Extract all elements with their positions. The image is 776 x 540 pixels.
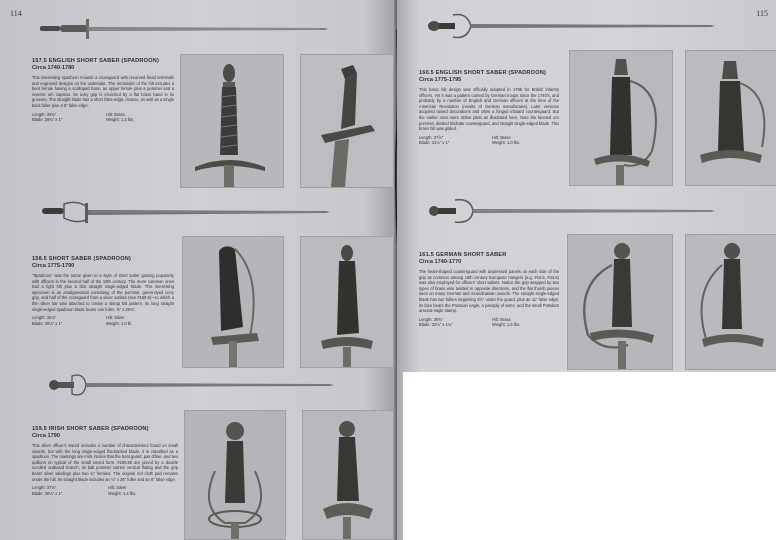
entry-157: [32, 58, 174, 123]
page-number-left: 114: [10, 9, 22, 18]
hilt-value: Hilt: Brass: [492, 316, 511, 322]
entry-date: Circa 1775-1795: [419, 77, 462, 83]
entry-159: [32, 426, 178, 496]
length-value: Length: 37⅛": [32, 485, 57, 491]
entry-title: 160.5 ENGLISH SHORT SABER (SPADROON): [419, 70, 547, 76]
entry-measurements: [419, 317, 559, 328]
entry-161: [419, 252, 559, 328]
entry-title: 161.5 GERMAN SHORT SABER: [419, 252, 507, 258]
entry-measurements: [32, 112, 174, 123]
entry-160: [419, 70, 559, 146]
entry-description: This basic hilt design was officially adopted in 1796 for British infantry officers. Yet it was a pattern carried by German troops since the 1740's, and probably by a number of English and German officers at the time of the American Revolution (results of German manufacture). Later versions acquired raised decorations and often a hinged inboard counterguard. But the earlier ones were rather plain as illustrated here. Note the faceted urn pommel, divided bilobate counterguard, and straight single-edged blade. This brass hilt was gilded.: [419, 87, 559, 132]
sword-161-hilt-photo: [567, 234, 673, 370]
sword-158-hilt-photo: [182, 236, 284, 368]
blank-region: [403, 372, 776, 540]
hilt-value: Hilt: Brass: [106, 111, 125, 117]
blade-value: Blade: 30⅛" x 1": [32, 320, 63, 326]
sword-159-full-photo: [46, 372, 336, 398]
sword-160-full-photo: [427, 12, 717, 40]
entry-date: Circa 1775-1790: [32, 263, 75, 269]
sword-157-guard-photo: [300, 54, 394, 188]
entry-measurements: [32, 485, 178, 496]
length-value: Length: 38¾": [419, 316, 444, 322]
length-value: Length: 35¾": [32, 111, 57, 117]
sword-160-guard-photo: [685, 50, 776, 186]
length-value: Length: 36⅛": [32, 315, 57, 321]
entry-title: 158.5 SHORT SABER (SPADROON): [32, 256, 132, 262]
page-number-right: 115: [756, 9, 768, 18]
entry-measurements: [419, 135, 559, 146]
blade-value: Blade: 29¾" x 1": [32, 117, 63, 123]
sword-161-guard-photo: [685, 234, 776, 370]
blade-value: Blade: 31⅛" x 1": [419, 140, 450, 146]
entry-title: 159.5 IRISH SHORT SABER (SPADROON): [32, 426, 149, 432]
length-value: Length: 37⅞": [419, 134, 444, 140]
weight-value: Weight: 1.0 lbs.: [492, 140, 521, 146]
sword-160-hilt-photo: [569, 50, 673, 186]
sword-159-guard-photo: [302, 410, 394, 540]
entry-date: Circa 1740-1770: [419, 259, 462, 265]
sword-159-hilt-photo: [184, 410, 286, 540]
entry-description: "Spadroon" was the name given to a style of short saber gaining popularity with officers in the second half of the 18th century. The more common ones had a light hilt plus a thin straight single-edged blade. This interesting specimen is an amalgamation consisting of the pommel, green-dyed ivory grip, and half of the crossguard from a silver cutlass (see #158.5)—to which a thin silver bar was attached to create a stirrup hilt pattern. Its long straight single-edged spadroon blade bears one fuller, ⅜" x 29¾".: [32, 273, 174, 312]
sword-157-full-photo: [40, 16, 330, 42]
hilt-value: Hilt: Silver: [108, 485, 127, 491]
sword-161-full-photo: [427, 196, 717, 226]
entry-title: 157.5 ENGLISH SHORT SABER (SPADROON): [32, 58, 160, 64]
blade-value: Blade: 30⅛" x 1": [32, 490, 63, 496]
sword-157-hilt-photo: [180, 54, 284, 188]
entry-description: This silver officer's sword includes a number of characteristics found on small swords, but with the long single-edged flat-backed blade, it is classified as a spadroon. The markings are Irish. Notice that the boat guard, pas d'âne, and two quillons on typical of the small sword form. #200.85 are joined by a double scrolled outboard branch; its ball pommel carries vertical fluting and the grip bears silver windings plus two ¾" ferrules. The original red cloth pad remains under the hilt. Its straight blade includes an ⅛" x 26" fuller and an 8" false edge.: [32, 443, 178, 482]
sword-158-guard-photo: [300, 236, 394, 368]
weight-value: Weight: 1.6 lbs.: [492, 322, 521, 328]
entry-date: Circa 1790: [32, 433, 60, 439]
weight-value: Weight: 1.3 lbs.: [106, 117, 135, 123]
entry-description: The heart-shaped counterguard with depressed panels on each side of the grip as common among 18th century European hangers (e.g. #10.5, #43.5) was also employed for officers' short sabers. Notice the grip wrapped by two types of brass wire twisted in opposite directions, and the flat thumb pieces seen on many German and Scandinavian swords. The straight single-edged blade has two fullers beginning 3½" under the guard, plus an 11" false edge; its face bears the Prussian eagle, a panoply of arms, and the small Potsdam arsenal eagle stamp.: [419, 269, 559, 314]
weight-value: Weight: 1.0 lb.: [106, 320, 133, 326]
sword-158-full-photo: [42, 198, 332, 228]
entry-date: Circa 1740-1780: [32, 65, 75, 71]
entry-158: [32, 256, 174, 326]
hilt-value: Hilt: Silver: [106, 315, 125, 321]
entry-description: This interesting spadroon mounts a crossguard with recurved head terminals and engraved designs on the underside. The remainder of the hilt includes a bent ferrule having a scalloped base, an upper ferrule plus a pommel and a reverse urn capstan. Its ivory grip is encircled by a flat brass band in its grooves. The straight blade has a short false edge, ricasso, as well as a single back fuller plus a 9" false edge.: [32, 75, 174, 108]
blade-value: Blade: 32⅛" x 1¼": [419, 322, 453, 328]
entry-measurements: [32, 315, 174, 326]
hilt-value: Hilt: Brass: [492, 134, 511, 140]
weight-value: Weight: 1.4 lbs.: [108, 490, 137, 496]
